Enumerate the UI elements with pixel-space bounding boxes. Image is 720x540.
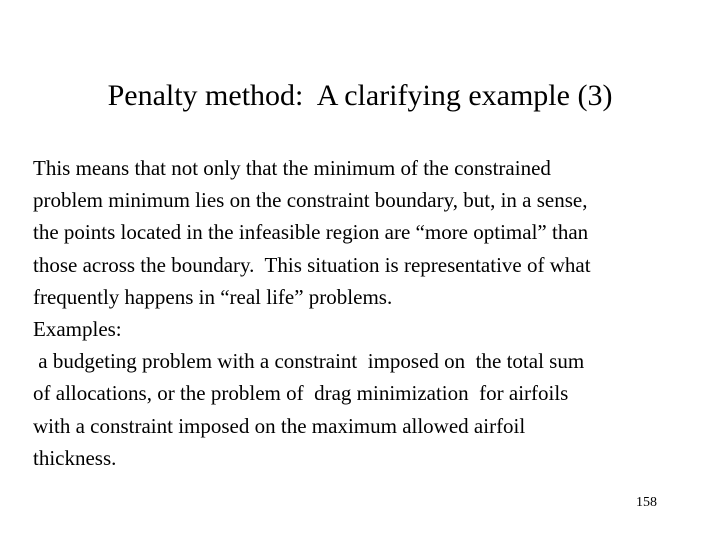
body-line: frequently happens in “real life” problems.: [33, 284, 393, 309]
slide-title: Penalty method: A clarifying example (3): [107, 79, 613, 112]
body-line: This means that not only that the minimum of the constrained: [33, 156, 551, 180]
slide-body: [33, 152, 693, 474]
body-line: a budgeting problem with a constraint imposed on the total sum: [33, 349, 585, 374]
examples-heading: Examples:: [33, 317, 122, 342]
body-line: of allocations, or the problem of drag minimization for airfoils: [33, 381, 569, 406]
page-number: 158: [636, 495, 657, 510]
body-line: thickness.: [33, 445, 117, 470]
body-line: the points located in the infeasible region are “more optimal” than: [33, 220, 589, 245]
body-line: with a constraint imposed on the maximum allowed airfoil: [33, 413, 526, 438]
body-line: problem minimum lies on the constraint boundary, but, in a sense,: [33, 188, 588, 213]
body-line: those across the boundary. This situation is representative of what: [33, 252, 591, 277]
